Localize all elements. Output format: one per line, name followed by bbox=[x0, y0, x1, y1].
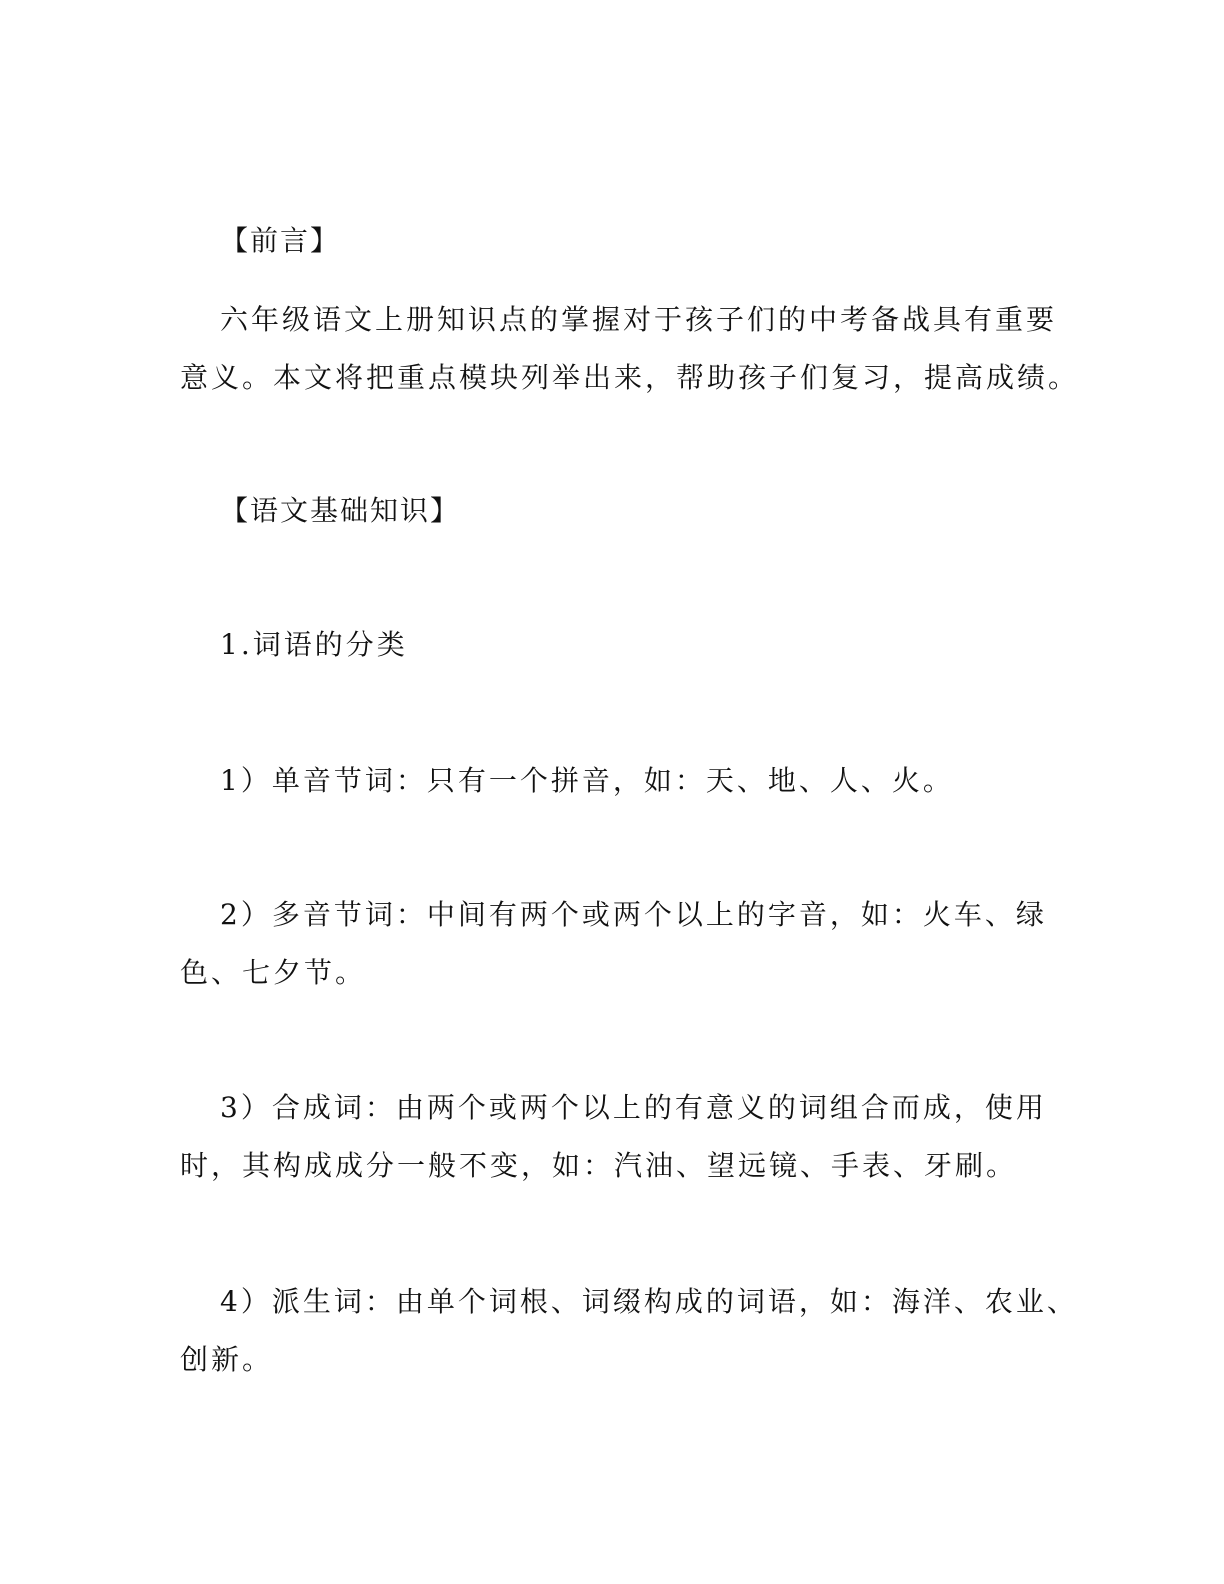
item-monosyllabic-line-1: 1）单音节词：只有一个拼音，如：天、地、人、火。 bbox=[220, 764, 954, 797]
item-polysyllabic-line-1: 2）多音节词：中间有两个或两个以上的字音，如：火车、绿 bbox=[220, 898, 1047, 931]
section-heading-preface: 【前言】 bbox=[220, 224, 341, 257]
preface-paragraph-line-1: 六年级语文上册知识点的掌握对于孩子们的中考备战具有重要 bbox=[220, 303, 1058, 336]
item-compound-line-2: 时，其构成成分一般不变，如：汽油、望远镜、手表、牙刷。 bbox=[180, 1149, 1018, 1182]
section-heading-basic-knowledge: 【语文基础知识】 bbox=[220, 494, 461, 527]
item-derivative-line-1: 4）派生词：由单个词根、词缀构成的词语，如：海洋、农业、 bbox=[220, 1285, 1078, 1318]
item-compound-line-1: 3）合成词：由两个或两个以上的有意义的词组合而成，使用 bbox=[220, 1091, 1047, 1124]
item-derivative-line-2: 创新。 bbox=[180, 1343, 274, 1376]
preface-paragraph-line-2: 意义。本文将把重点模块列举出来，帮助孩子们复习，提高成绩。 bbox=[180, 361, 1080, 394]
item-polysyllabic-line-2: 色、七夕节。 bbox=[180, 956, 367, 989]
subheading-word-classification: 1.词语的分类 bbox=[220, 628, 408, 661]
